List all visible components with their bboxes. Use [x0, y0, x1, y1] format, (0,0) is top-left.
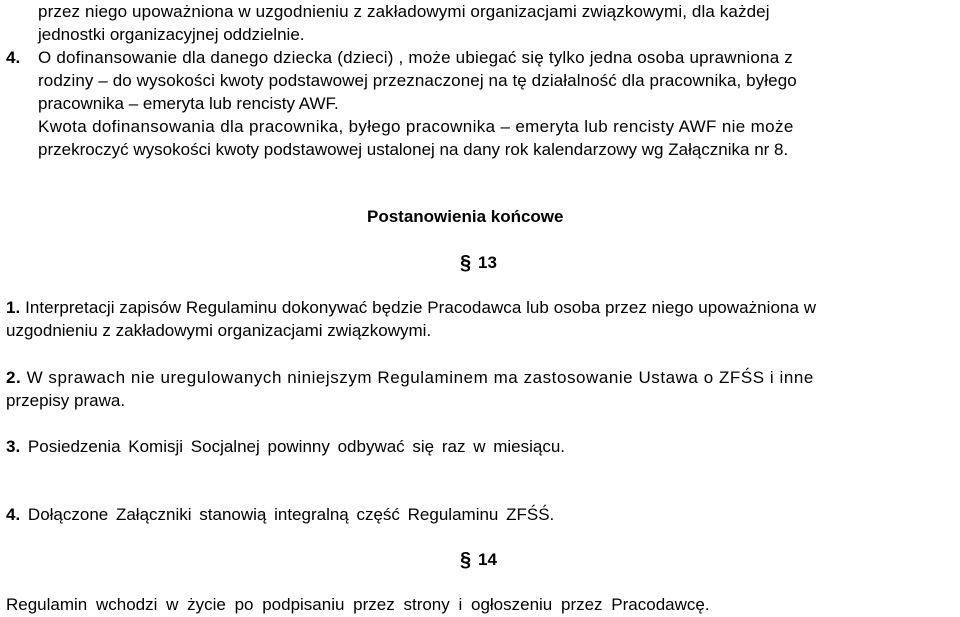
point-1-line-2: uzgodnieniu z zakładowymi organizacjami związkowymi. — [6, 321, 432, 340]
point-3-number: 3. — [6, 437, 21, 456]
point-2 — [6, 366, 958, 412]
point-4-text: Dołączone Załączniki stanowią integralną część Regulaminu ZFŚŚ. — [27, 505, 555, 524]
item-4-line-5: przekroczyć wysokości kwoty podstawowej ustalonej na dany rok kalendarzowy wg Załącznika nr 8. — [38, 140, 789, 159]
item-4-line-3: pracownika – emeryta lub rencisty AWF. — [38, 94, 339, 113]
section-heading: Postanowienia końcowe — [367, 207, 564, 226]
point-2-text-1: W sprawach nie uregulowanych niniejszym Regulaminem ma zastosowanie Ustawa o ZFŚS i inne — [26, 368, 814, 387]
point-3 — [6, 435, 958, 458]
item-4-line-1: O dofinansowanie dla danego dziecka (dzieci) , może ubiegać się tylko jedna osoba uprawniona z — [38, 48, 793, 67]
point-2-number: 2. — [6, 368, 22, 387]
point-3-line — [6, 435, 958, 458]
section-sign-13: § — [460, 252, 472, 274]
point-4-line — [6, 503, 958, 526]
point-2-line-2: przepisy prawa. — [6, 391, 126, 410]
point-4-number: 4. — [6, 505, 21, 524]
final-statement — [6, 593, 958, 616]
point-1-text-1: Interpretacji zapisów Regulaminu dokonywać będzie Pracodawca lub osoba przez niego upoważniona w — [25, 298, 817, 317]
intro-paragraph — [38, 0, 958, 46]
intro-line-1: przez niego upoważniona w uzgodnieniu z zakładowymi organizacjami związkowymi, dla każdej — [38, 2, 770, 21]
point-1 — [6, 296, 958, 342]
point-1-number: 1. — [6, 298, 21, 317]
item-4-body — [38, 46, 958, 161]
final-statement-text: Regulamin wchodzi w życie po podpisaniu przez strony i ogłoszeniu przez Pracodawcę. — [6, 595, 710, 614]
intro-line-2: jednostki organizacyjnej oddzielnie. — [38, 25, 305, 44]
item-4-number: 4. — [6, 48, 21, 67]
point-3-text: Posiedzenia Komisji Socjalnej powinny odbywać się raz w miesiącu. — [27, 437, 565, 456]
section-sign-14: § — [460, 549, 472, 571]
point-2-line-1 — [6, 366, 958, 389]
paragraph-13-number: 13 — [478, 253, 497, 272]
point-1-line-1 — [6, 296, 958, 319]
item-4-line-2: rodziny – do wysokości kwoty podstawowej przeznaczonej na tę działalność dla pracownika, byłego — [38, 71, 797, 90]
item-4-line-4: Kwota dofinansowania dla pracownika, byłego pracownika – emeryta lub rencisty AWF nie może — [38, 117, 794, 136]
paragraph-14-number: 14 — [478, 550, 497, 569]
point-4 — [6, 503, 958, 526]
